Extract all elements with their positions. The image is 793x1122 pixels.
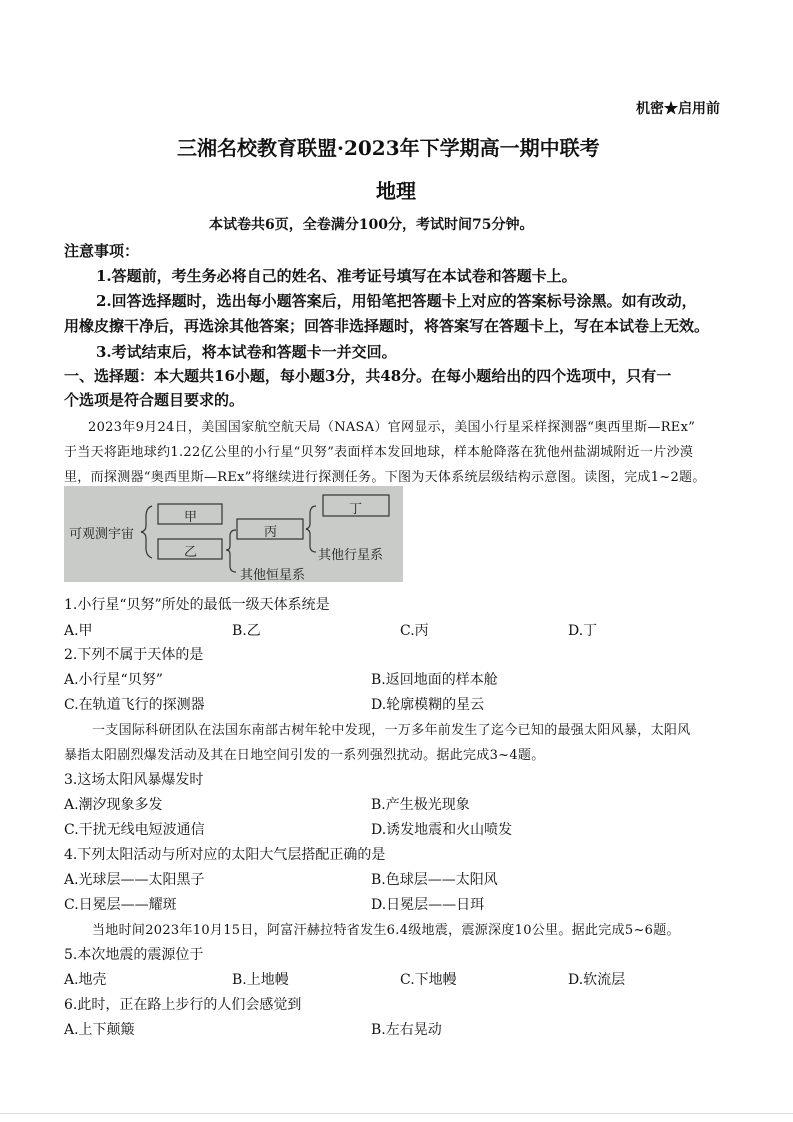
diagram-label-bing: 丙 xyxy=(264,525,278,540)
q5-option-a[interactable]: A.地壳 xyxy=(64,972,107,988)
question-3-stem: 3.这场太阳风暴爆发时 xyxy=(64,772,204,788)
exam-title: 三湘名校教育联盟·2023年下学期高一期中联考 xyxy=(177,136,600,160)
diagram-label-yi: 乙 xyxy=(184,545,198,560)
question-6-stem: 6.此时，正在路上步行的人们会感觉到 xyxy=(64,997,302,1013)
passage-2-line-1: 一支国际科研团队在法国东南部古树年轮中发现，一万多年前发生了迄今已知的最强太阳风暴，太阳风 xyxy=(92,723,691,738)
passage-1-line-1: 2023年9月24日，美国国家航空航天局（NASA）官网显示，美国小行星采样探测器“奥西里斯—REx” xyxy=(88,420,696,435)
notice-item-3: 3.考试结束后，将本试卷和答题卡一并交回。 xyxy=(96,343,397,361)
diagram-label-other-galaxies: 其他恒星系 xyxy=(240,568,306,583)
q2-option-d[interactable]: D.轮廓模糊的星云 xyxy=(371,697,485,713)
subject-title: 地理 xyxy=(376,179,416,203)
diagram-label-ding: 丁 xyxy=(349,502,363,517)
section-heading-line-1: 一、选择题：本大题共16小题，每小题3分，共48分。在每小题给出的四个选项中，只有一 xyxy=(64,367,672,385)
question-5-stem: 5.本次地震的震源位于 xyxy=(64,947,204,963)
q3-option-a[interactable]: A.潮汐现象多发 xyxy=(64,797,163,813)
q3-option-b[interactable]: B.产生极光现象 xyxy=(371,797,470,813)
notice-heading: 注意事项： xyxy=(64,242,140,260)
passage-1-line-3: 里，而探测器“奥西里斯—REx”将继续进行探测任务。下图为天体系统层级结构示意图。读图，完成1~2题。 xyxy=(64,470,706,485)
question-1-stem: 1.小行星“贝努”所处的最低一级天体系统是 xyxy=(64,597,330,613)
diagram-label-jia: 甲 xyxy=(184,510,198,525)
section-heading-line-2: 个选项是符合题目要求的。 xyxy=(64,391,245,409)
q1-option-a[interactable]: A.甲 xyxy=(64,623,93,639)
q3-option-c[interactable]: C.干扰无线电短波通信 xyxy=(64,822,205,838)
celestial-system-diagram xyxy=(64,486,403,582)
page-bottom-divider xyxy=(0,1113,793,1114)
q4-option-c[interactable]: C.日冕层——耀斑 xyxy=(64,897,177,913)
q5-option-b[interactable]: B.上地幔 xyxy=(232,972,289,988)
question-2-stem: 2.下列不属于天体的是 xyxy=(64,647,204,663)
q1-option-c[interactable]: C.丙 xyxy=(400,623,429,639)
exam-info: 本试卷共6页，全卷满分100分，考试时间75分钟。 xyxy=(209,217,534,233)
q6-option-a[interactable]: A.上下颠簸 xyxy=(64,1022,135,1038)
q2-option-c[interactable]: C.在轨道飞行的探测器 xyxy=(64,697,205,713)
q2-option-b[interactable]: B.返回地面的样本舱 xyxy=(371,672,498,688)
q4-option-b[interactable]: B.色球层——太阳风 xyxy=(371,872,498,888)
q4-option-a[interactable]: A.光球层——太阳黑子 xyxy=(64,872,205,888)
q4-option-d[interactable]: D.日冕层——日珥 xyxy=(371,897,485,913)
q5-option-d[interactable]: D.软流层 xyxy=(568,972,626,988)
diagram-label-other-planets: 其他行星系 xyxy=(318,548,384,563)
q6-option-b[interactable]: B.左右晃动 xyxy=(371,1022,442,1038)
question-4-stem: 4.下列太阳活动与所对应的太阳大气层搭配正确的是 xyxy=(64,847,386,863)
notice-item-1: 1.答题前，考生务必将自己的姓名、准考证号填写在本试卷和答题卡上。 xyxy=(96,267,577,285)
passage-1-line-2: 于当天将距地球约1.22亿公里的小行星“贝努”表面样本发回地球，样本舱降落在犹他州盐湖城附近一片沙漠 xyxy=(64,445,694,460)
confidential-label: 机密★启用前 xyxy=(636,101,720,117)
q1-option-b[interactable]: B.乙 xyxy=(232,623,261,639)
notice-item-2-line-1: 2.回答选择题时，选出每小题答案后，用铅笔把答题卡上对应的答案标号涂黑。如有改动， xyxy=(96,292,697,310)
diagram-root-label: 可观测宇宙 xyxy=(69,527,135,542)
passage-3-line-1: 当地时间2023年10月15日，阿富汗赫拉特省发生6.4级地震，震源深度10公里。据此完成5~6题。 xyxy=(92,923,680,938)
q5-option-c[interactable]: C.下地幔 xyxy=(400,972,457,988)
q2-option-a[interactable]: A.小行星“贝努” xyxy=(64,672,163,688)
notice-item-2-line-2: 用橡皮擦干净后，再选涂其他答案；回答非选择题时，将答案写在答题卡上，写在本试卷上无效。 xyxy=(64,317,710,335)
q1-option-d[interactable]: D.丁 xyxy=(568,623,598,639)
passage-2-line-2: 暴指太阳剧烈爆发活动及其在日地空间引发的一系列强烈扰动。据此完成3~4题。 xyxy=(64,748,545,763)
q3-option-d[interactable]: D.诱发地震和火山喷发 xyxy=(371,822,513,838)
